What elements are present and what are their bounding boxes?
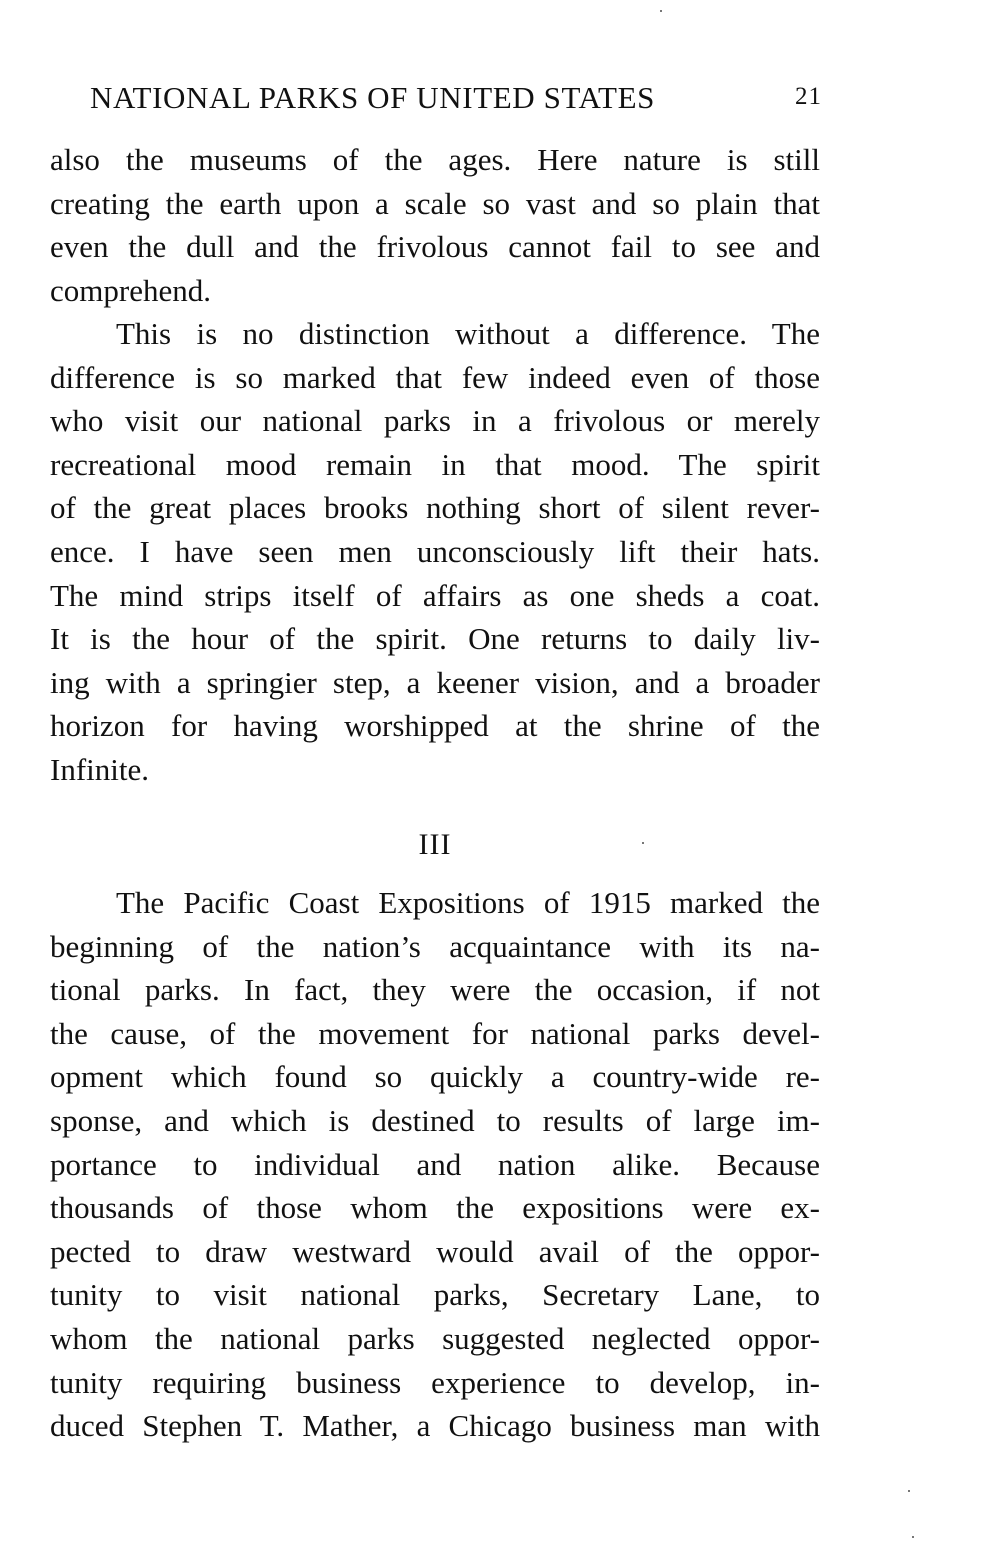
text-line: tional parks. In fact, they were the occasion, if not <box>50 972 820 1008</box>
text-line: The Pacific Coast Expositions of 1915 marked the <box>116 885 820 920</box>
scan-speck <box>642 842 644 844</box>
text-line: who visit our national parks in a frivolous or merely <box>50 403 820 439</box>
text-line: whom the national parks suggested neglected oppor- <box>50 1320 820 1356</box>
text-line: ing with a springier step, a keener vision, and a broader <box>50 664 820 700</box>
paragraph-continued <box>50 138 820 312</box>
text-line: duced Stephen T. Mather, a Chicago business man with <box>50 1408 820 1444</box>
text-line: The mind strips itself of affairs as one sheds a coat. <box>50 577 820 613</box>
text-line: of the great places brooks nothing short of silent rever- <box>50 490 820 526</box>
text-line: thousands of those whom the expositions were ex- <box>50 1190 820 1226</box>
running-head <box>90 80 822 120</box>
text-line: tunity requiring business experience to develop, in- <box>50 1364 820 1400</box>
running-title: NATIONAL PARKS OF UNITED STATES <box>90 80 655 115</box>
text-line: also the museums of the ages. Here nature is still <box>50 142 820 177</box>
text-line: even the dull and the frivolous cannot fail to see and <box>50 229 820 265</box>
section-heading: III <box>418 828 452 861</box>
text-line: Infinite. <box>50 751 149 787</box>
text-line: sponse, and which is destined to results of large im- <box>50 1102 820 1138</box>
text-line: recreational mood remain in that mood. The spirit <box>50 446 820 482</box>
text-line: horizon for having worshipped at the shrine of the <box>50 708 820 744</box>
text-line: This is no distinction without a difference. The <box>116 316 820 351</box>
scan-speck <box>908 1490 910 1492</box>
scan-speck <box>912 1536 914 1538</box>
scan-speck <box>660 10 662 12</box>
text-line: the cause, of the movement for national parks devel- <box>50 1015 820 1051</box>
paragraph-distinction <box>50 312 820 792</box>
paragraph-expositions <box>50 881 820 1448</box>
text-line: tunity to visit national parks, Secretary Lane, to <box>50 1277 820 1313</box>
text-line: difference is so marked that few indeed even of those <box>50 359 820 395</box>
text-line: pected to draw westward would avail of the oppor- <box>50 1233 820 1269</box>
text-line: portance to individual and nation alike. Because <box>50 1146 820 1182</box>
text-line: ence. I have seen men unconsciously lift their hats. <box>50 533 820 569</box>
text-line: opment which found so quickly a country-wide re- <box>50 1059 820 1095</box>
page-number: 21 <box>795 83 822 110</box>
text-line: beginning of the nation’s acquaintance with its na- <box>50 928 820 964</box>
text-line: comprehend. <box>50 272 211 308</box>
text-line: creating the earth upon a scale so vast and so plain that <box>50 185 820 221</box>
text-line: It is the hour of the spirit. One returns to daily liv- <box>50 621 820 657</box>
